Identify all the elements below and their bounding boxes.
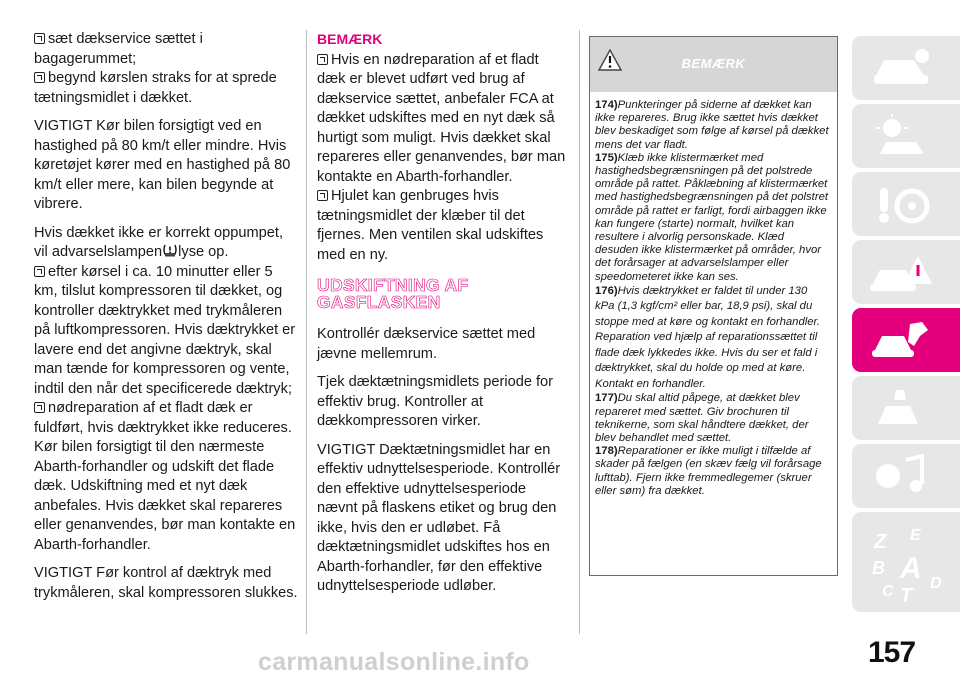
warning-item: 174)Punkteringer på siderne af dækket kan ikke repareres. Brug ikke sættet hvis dækket blev beskadiget som følge af kørsel på dækket mens det var fladt. <box>595 99 829 151</box>
paragraph: Hvis dækket ikke er korrekt oppumpet, vil advarselslampen lyse op. <box>34 224 283 260</box>
bullet-icon <box>317 54 328 65</box>
key-steering-icon <box>870 182 932 226</box>
warning-item: 178)Reparationer er ikke muligt i tilfælde af skader på fælgen (en skæv fælg vil forårsage lufttab). Fjern ikke fremmedlegemer (skruer eller søm) fra dækket. <box>595 445 822 497</box>
warning-item: 177)Du skal altid påpege, at dækket blev repareret med sættet. Giv brochuren til teknikerne, som skal håndtere dækket, der blev behandlet med sættet. <box>595 392 809 444</box>
note-heading: BEMÆRK <box>317 31 383 47</box>
tab-lights[interactable] <box>852 104 960 168</box>
page-number: 157 <box>868 636 916 669</box>
tab-dashboard[interactable] <box>852 36 960 100</box>
svg-text:E: E <box>910 527 921 544</box>
text-column-middle <box>317 30 569 606</box>
index-icon <box>870 522 950 604</box>
tab-index[interactable] <box>852 512 960 612</box>
warning-item: 176)Hvis dæktrykket er faldet til under 130 kPa (1,3 kgf/cm² eller bar, 18,9 psi), skal du stoppe med at køre og kontakt en forhandler. Reparation ved hjælp af reparationssættet til flade dæk lykkedes ikke. Hvis du ser et fald i dæktrykket, skal du holde op med at køre. Kontakt en forhandler. <box>595 284 821 390</box>
tab-multimedia[interactable] <box>852 444 960 508</box>
warning-title: BEMÆRK <box>681 56 746 71</box>
svg-text:Z: Z <box>874 531 887 553</box>
svg-text:A: A <box>900 552 922 585</box>
tyre-pressure-warning-icon <box>162 243 178 257</box>
bullet-icon <box>317 190 328 201</box>
svg-text:D: D <box>930 575 942 592</box>
bullet-item: sæt dækservice sættet i bagagerummet; <box>34 31 203 67</box>
bullet-item: nødreparation af et fladt dæk er fuldført, hvis dæktrykket ikke reduceres. Kør bilen forsigtigt til den nærmeste Abarth-forhandler og udskift det flade dæk. Udskiftning med et nyt dæk anbefales. Hvis dækket skal repareres eller genanvendes, bør man kontakte en Abarth-forhandler. <box>34 400 296 553</box>
technical-data-icon <box>870 386 932 430</box>
maintenance-icon <box>870 318 932 362</box>
paragraph: Tjek dæktætningsmidlets periode for effektiv brug. Kontroller at dækkompressoren virker. <box>317 374 554 429</box>
svg-text:C: C <box>882 583 894 600</box>
bullet-item: Hvis en nødreparation af et fladt dæk er blevet udført ved brug af dækservice sættet, anbefaler FCA at dækket udskiftes med en nyt dæk så hurtigt som muligt. Hvis dækket skal repareres eller genanvendes, bør man kontakte en Abarth-forhandler. <box>317 51 566 185</box>
section-heading: UDSKIFTNING AF GASFLASKEN <box>317 275 469 312</box>
warning-item: 175)Klæb ikke klistermærket med hastighedsbegrænsningen på det polstrede område på rattet. Påklæbning af klistermærket med hastighedsbegrænsningen på det polstret område på rattet er farligt, fordi airbaggen ikke kan fungere (starte) normalt, hvilket kan resultere i alvorlig personskade. Klæd desuden ikke klistermærket på områder, hvor det forårsager at advarselslamper eller speedometeret ikke kan ses. <box>595 151 828 283</box>
tab-maintenance[interactable] <box>852 308 960 372</box>
paragraph: VIGTIGT Før kontrol af dæktryk med trykmåleren, skal kompressoren slukkes. <box>34 565 298 601</box>
tab-technical-data[interactable] <box>852 376 960 440</box>
bullet-icon <box>34 402 45 413</box>
bullet-item: efter kørsel i ca. 10 minutter eller 5 km, tilslut kompressoren til dækket, og kontroller dæktrykket med trykmåleren på luftkompressoren. Hvis dæktrykket er lavere end det angivne dæktryk, skal man tænde for kompressoren og vente, indtil den når det specificerede dæktryk; <box>34 263 296 397</box>
lights-icon <box>870 114 932 158</box>
warning-box <box>589 36 838 576</box>
bullet-item: begynd kørslen straks for at sprede tætningsmidlet i dækket. <box>34 70 277 106</box>
text-column-left <box>34 30 298 612</box>
dashboard-icon <box>870 46 932 90</box>
column-divider <box>579 30 580 634</box>
column-divider <box>306 30 307 634</box>
svg-text:B: B <box>872 558 885 578</box>
tab-starting-driving[interactable] <box>852 172 960 236</box>
car-emergency-icon <box>870 250 932 294</box>
watermark: carmanualsonline.info <box>258 648 530 676</box>
bullet-icon <box>34 33 45 44</box>
tab-in-emergency[interactable] <box>852 240 960 304</box>
warning-list <box>590 92 837 498</box>
paragraph: VIGTIGT Dæktætningsmidlet har en effektiv udnyttelsesperiode. Kontrollér den effektive udnyttelsesperiode nævnt på flaskens etiket og brug den ikke, hvis den er udløbet. Få dæktætningsmidlet udskiftes hos en Abarth-forhandler, før den effektive udnyttelsesperiode udløber. <box>317 441 561 594</box>
bullet-item: Hjulet kan genbruges hvis tætningsmidlet der klæber til det fjernes. Men ventilen skal udskiftes med en ny. <box>317 188 544 263</box>
multimedia-icon <box>870 454 932 498</box>
bullet-icon <box>34 72 45 83</box>
paragraph: VIGTIGT Kør bilen forsigtigt ved en hastighed på 80 km/t eller mindre. Hvis køretøjet kører med en hastighed på 80 km/t eller mere, kan bilen begynde at vibrere. <box>34 118 291 212</box>
bullet-icon <box>34 266 45 277</box>
paragraph: Kontrollér dækservice sættet med jævne mellemrum. <box>317 326 536 362</box>
warning-header <box>590 37 837 92</box>
svg-text:T: T <box>900 585 913 604</box>
